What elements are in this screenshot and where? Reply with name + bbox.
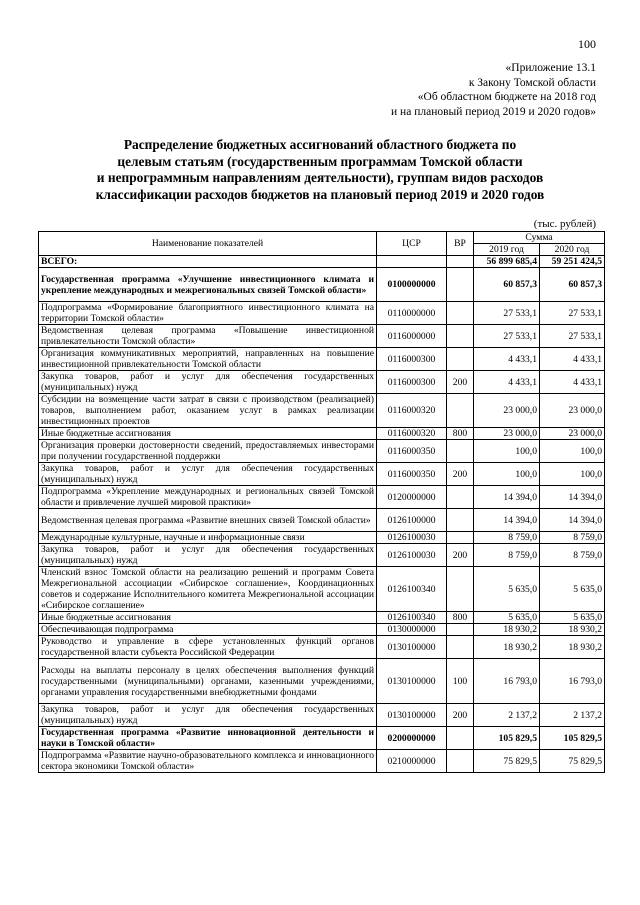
row-name-cell: Закупка товаров, работ и услуг для обеспечения государственных (муниципальных) нужд — [39, 463, 377, 486]
row-amount-2019-cell: 75 829,5 — [474, 750, 540, 773]
row-csr-cell: 0110000000 — [377, 302, 447, 325]
row-name-cell: Государственная программа «Развитие инновационной деятельности и науки в Томской области» — [39, 727, 377, 750]
row-vr-cell — [447, 256, 474, 268]
row-vr-cell — [447, 727, 474, 750]
table-row — [39, 348, 605, 371]
row-name-cell: Руководство и управление в сфере установленных функций органов государственной власти субъекта Российской Федерации — [39, 636, 377, 659]
row-amount-2019-cell: 5 635,0 — [474, 567, 540, 612]
table-row — [39, 704, 605, 727]
row-amount-2020-cell: 5 635,0 — [540, 567, 605, 612]
budget-table — [38, 231, 605, 773]
header-year-2020: 2020 год — [540, 244, 605, 256]
table-row — [39, 750, 605, 773]
row-vr-cell — [447, 532, 474, 544]
row-amount-2019-cell: 14 394,0 — [474, 486, 540, 509]
table-row — [39, 302, 605, 325]
row-csr-cell: 0116000350 — [377, 440, 447, 463]
table-row — [39, 256, 605, 268]
annex-line: «Об областном бюджете на 2018 год — [417, 91, 596, 103]
table-row — [39, 532, 605, 544]
row-vr-cell — [447, 325, 474, 348]
title-line: целевым статьям (государственным программам Томской области — [117, 153, 523, 169]
header-sum: Сумма — [474, 232, 605, 244]
row-csr-cell: 0116000320 — [377, 428, 447, 440]
row-amount-2019-cell: 8 759,0 — [474, 544, 540, 567]
row-amount-2020-cell: 4 433,1 — [540, 371, 605, 394]
row-amount-2019-cell: 18 930,2 — [474, 624, 540, 636]
row-amount-2020-cell: 100,0 — [540, 440, 605, 463]
row-amount-2019-cell: 16 793,0 — [474, 659, 540, 704]
row-amount-2019-cell: 100,0 — [474, 463, 540, 486]
row-name-cell: Подпрограмма «Формирование благоприятного инвестиционного климата на территории Томской области» — [39, 302, 377, 325]
table-row — [39, 727, 605, 750]
row-amount-2019-cell: 2 137,2 — [474, 704, 540, 727]
row-csr-cell — [377, 256, 447, 268]
row-csr-cell: 0126100340 — [377, 567, 447, 612]
row-amount-2020-cell: 105 829,5 — [540, 727, 605, 750]
row-vr-cell — [447, 750, 474, 773]
table-row — [39, 463, 605, 486]
row-name-cell: Субсидии на возмещение части затрат в связи с производством (реализацией) товаров, выполнением работ, оказанием услуг в рамках реализации инвестиционных проектов — [39, 394, 377, 428]
row-name-cell: Закупка товаров, работ и услуг для обеспечения государственных (муниципальных) нужд — [39, 371, 377, 394]
row-csr-cell: 0120000000 — [377, 486, 447, 509]
row-csr-cell: 0116000300 — [377, 348, 447, 371]
row-amount-2019-cell: 27 533,1 — [474, 302, 540, 325]
row-csr-cell: 0130100000 — [377, 704, 447, 727]
table-row — [39, 636, 605, 659]
table-row — [39, 486, 605, 509]
row-name-cell: Международные культурные, научные и информационные связи — [39, 532, 377, 544]
row-csr-cell: 0126100030 — [377, 544, 447, 567]
row-amount-2019-cell: 105 829,5 — [474, 727, 540, 750]
row-amount-2019-cell: 4 433,1 — [474, 348, 540, 371]
row-vr-cell — [447, 624, 474, 636]
row-amount-2020-cell: 23 000,0 — [540, 394, 605, 428]
title-line: и непрограммным направлениям деятельности), группам видов расходов — [96, 170, 544, 186]
row-vr-cell — [447, 440, 474, 463]
header-year-2019: 2019 год — [474, 244, 540, 256]
row-name-cell: Закупка товаров, работ и услуг для обеспечения государственных (муниципальных) нужд — [39, 544, 377, 567]
row-csr-cell: 0116000320 — [377, 394, 447, 428]
row-vr-cell — [447, 567, 474, 612]
row-amount-2020-cell: 59 251 424,5 — [540, 256, 605, 268]
header-csr: ЦСР — [377, 232, 447, 256]
row-vr-cell — [447, 348, 474, 371]
page-number: 100 — [578, 37, 596, 51]
row-amount-2019-cell: 56 899 685,4 — [474, 256, 540, 268]
document-title — [40, 137, 600, 203]
row-name-cell: Обеспечивающая подпрограмма — [39, 624, 377, 636]
row-amount-2020-cell: 4 433,1 — [540, 348, 605, 371]
row-vr-cell: 800 — [447, 428, 474, 440]
table-row — [39, 268, 605, 302]
row-amount-2019-cell: 23 000,0 — [474, 394, 540, 428]
row-csr-cell: 0210000000 — [377, 750, 447, 773]
annex-header — [296, 61, 596, 119]
header-vr: ВР — [447, 232, 474, 256]
row-name-cell: Закупка товаров, работ и услуг для обеспечения государственных (муниципальных) нужд — [39, 704, 377, 727]
row-amount-2020-cell: 100,0 — [540, 463, 605, 486]
row-amount-2020-cell: 75 829,5 — [540, 750, 605, 773]
row-amount-2019-cell: 23 000,0 — [474, 428, 540, 440]
table-row — [39, 624, 605, 636]
row-amount-2019-cell: 18 930,2 — [474, 636, 540, 659]
row-amount-2020-cell: 27 533,1 — [540, 302, 605, 325]
row-amount-2020-cell: 60 857,3 — [540, 268, 605, 302]
row-name-cell: Иные бюджетные ассигнования — [39, 428, 377, 440]
row-vr-cell: 200 — [447, 371, 474, 394]
row-csr-cell: 0130100000 — [377, 636, 447, 659]
row-name-cell: Государственная программа «Улучшение инвестиционного климата и укрепление международных и межрегиональных связей Томской области» — [39, 268, 377, 302]
row-csr-cell: 0126100000 — [377, 509, 447, 532]
row-csr-cell: 0130100000 — [377, 659, 447, 704]
row-vr-cell — [447, 394, 474, 428]
row-amount-2020-cell: 18 930,2 — [540, 636, 605, 659]
row-amount-2020-cell: 14 394,0 — [540, 509, 605, 532]
row-vr-cell — [447, 268, 474, 302]
row-name-cell: Подпрограмма «Укрепление международных и региональных связей Томской области и привлечение лучшей мировой практики» — [39, 486, 377, 509]
row-amount-2019-cell: 27 533,1 — [474, 325, 540, 348]
row-name-cell: ВСЕГО: — [39, 256, 377, 268]
row-csr-cell: 0116000000 — [377, 325, 447, 348]
table-row — [39, 440, 605, 463]
annex-line: к Закону Томской области — [468, 76, 596, 89]
annex-line: и на плановый период 2019 и 2020 годов» — [391, 105, 596, 118]
table-row — [39, 325, 605, 348]
row-csr-cell: 0126100340 — [377, 612, 447, 624]
row-amount-2019-cell: 5 635,0 — [474, 612, 540, 624]
row-amount-2020-cell: 5 635,0 — [540, 612, 605, 624]
row-name-cell: Подпрограмма «Развитие научно-образовательного комплекса и инновационного сектора экономики Томской области» — [39, 750, 377, 773]
row-vr-cell — [447, 636, 474, 659]
row-amount-2020-cell: 8 759,0 — [540, 532, 605, 544]
table-row — [39, 659, 605, 704]
table-row — [39, 567, 605, 612]
row-vr-cell — [447, 302, 474, 325]
row-amount-2019-cell: 4 433,1 — [474, 371, 540, 394]
table-row — [39, 612, 605, 624]
row-vr-cell — [447, 486, 474, 509]
row-name-cell: Ведомственная целевая программа «Повышение инвестиционной привлекательности Томской области» — [39, 325, 377, 348]
table-row — [39, 544, 605, 567]
row-name-cell: Иные бюджетные ассигнования — [39, 612, 377, 624]
row-amount-2020-cell: 27 533,1 — [540, 325, 605, 348]
row-csr-cell: 0100000000 — [377, 268, 447, 302]
row-amount-2020-cell: 8 759,0 — [540, 544, 605, 567]
row-amount-2020-cell: 23 000,0 — [540, 428, 605, 440]
row-amount-2020-cell: 14 394,0 — [540, 486, 605, 509]
row-vr-cell: 800 — [447, 612, 474, 624]
row-amount-2019-cell: 60 857,3 — [474, 268, 540, 302]
row-csr-cell: 0116000350 — [377, 463, 447, 486]
row-vr-cell — [447, 509, 474, 532]
title-line: Распределение бюджетных ассигнований областного бюджета по — [123, 137, 517, 152]
row-amount-2019-cell: 8 759,0 — [474, 532, 540, 544]
row-vr-cell: 200 — [447, 463, 474, 486]
row-amount-2020-cell: 2 137,2 — [540, 704, 605, 727]
units-label: (тыс. рублей) — [533, 218, 596, 230]
row-vr-cell: 200 — [447, 704, 474, 727]
row-name-cell: Расходы на выплаты персоналу в целях обеспечения выполнения функций государственными (муниципальными) органами, казенными учреждениями, органами управления государственными внебюджетными фондами — [39, 659, 377, 704]
row-vr-cell: 200 — [447, 544, 474, 567]
row-amount-2020-cell: 16 793,0 — [540, 659, 605, 704]
row-csr-cell: 0116000300 — [377, 371, 447, 394]
row-amount-2019-cell: 14 394,0 — [474, 509, 540, 532]
table-row — [39, 394, 605, 428]
row-name-cell: Организация проверки достоверности сведений, предоставляемых инвесторами при получении государственной поддержки — [39, 440, 377, 463]
row-name-cell: Организация коммуникативных мероприятий, направленных на повышение инвестиционной привлекательности Томской области — [39, 348, 377, 371]
row-csr-cell: 0126100030 — [377, 532, 447, 544]
table-row — [39, 509, 605, 532]
row-name-cell: Членский взнос Томской области на реализацию решений и программ Совета Межрегиональной ассоциации «Сибирское соглашение», Координационных советов и содержание Исполнительного комитета Межрегиональной ассоциации «Сибирское соглашение» — [39, 567, 377, 612]
title-line: классификации расходов бюджетов на плановый период 2019 и 2020 годов — [95, 186, 545, 202]
row-csr-cell: 0200000000 — [377, 727, 447, 750]
row-amount-2020-cell: 18 930,2 — [540, 624, 605, 636]
row-amount-2019-cell: 100,0 — [474, 440, 540, 463]
annex-line: «Приложение 13.1 — [505, 62, 596, 74]
table-row — [39, 428, 605, 440]
header-name: Наименование показателей — [39, 232, 377, 256]
row-csr-cell: 0130000000 — [377, 624, 447, 636]
table-row — [39, 371, 605, 394]
row-name-cell: Ведомственная целевая программа «Развитие внешних связей Томской области» — [39, 509, 377, 532]
row-vr-cell: 100 — [447, 659, 474, 704]
